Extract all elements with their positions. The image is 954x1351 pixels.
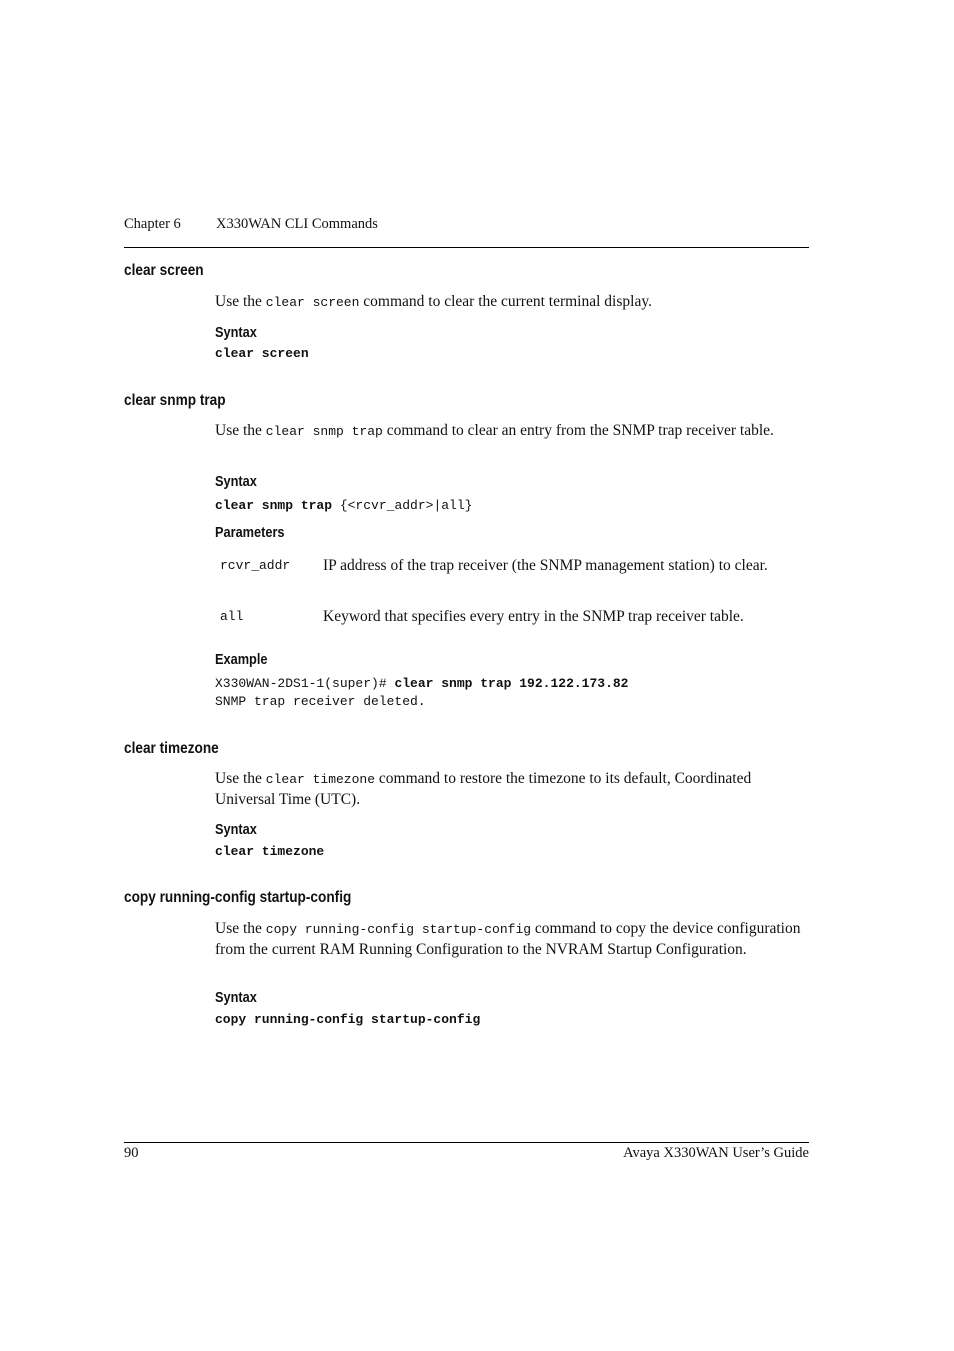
syntax-label: Syntax [215, 990, 257, 1006]
example-prompt: X330WAN-2DS1-1(super)# [215, 676, 395, 691]
section-title-clear-screen: clear screen [124, 262, 204, 279]
desc-text: Use the [215, 920, 266, 937]
desc-text: command to clear the current terminal display. [359, 293, 652, 310]
section-title-copy-running-config: copy running-config startup-config [124, 889, 352, 906]
description-clear-snmp-trap [215, 421, 810, 442]
syntax-command: clear snmp trap [215, 498, 333, 513]
syntax-clear-timezone: clear timezone [215, 844, 325, 859]
parameter-description: IP address of the trap receiver (the SNMP management station) to clear. [323, 557, 768, 574]
desc-text: Use the [215, 770, 266, 787]
syntax-arguments: {<rcvr_addr>|all} [332, 498, 473, 513]
parameters-label: Parameters [215, 525, 285, 541]
parameter-name: all [220, 609, 244, 624]
header-chapter: Chapter 6 [124, 216, 181, 232]
syntax-label: Syntax [215, 325, 257, 341]
syntax-copy-running-config: copy running-config startup-config [215, 1012, 481, 1027]
syntax-clear-snmp-trap [215, 496, 472, 514]
parameter-description: Keyword that specifies every entry in the SNMP trap receiver table. [323, 608, 744, 625]
description-copy-running-config [215, 919, 810, 959]
desc-text: command to restore the timezone to its default, Coordinated Universal Time (UTC). [215, 770, 752, 808]
parameter-name: rcvr_addr [220, 558, 291, 573]
description-clear-timezone [215, 769, 775, 809]
syntax-label: Syntax [215, 474, 257, 490]
page-number: 90 [124, 1145, 139, 1161]
desc-text: Use the [215, 293, 266, 310]
desc-text: command to copy the device configuration from the current RAM Running Configuration to the NVRAM Startup Configuration. [215, 920, 801, 958]
syntax-label: Syntax [215, 822, 257, 838]
description-clear-screen [215, 292, 810, 313]
desc-command: clear snmp trap [265, 424, 383, 439]
syntax-clear-screen: clear screen [215, 346, 309, 361]
footer-guide-title: Avaya X330WAN User’s Guide [623, 1145, 809, 1161]
desc-command: clear timezone [265, 772, 376, 787]
example-output: SNMP trap receiver deleted. [215, 694, 426, 709]
desc-text: Use the [215, 422, 266, 439]
section-title-clear-snmp-trap: clear snmp trap [124, 392, 226, 409]
footer-rule [124, 1142, 809, 1143]
example-label: Example [215, 652, 268, 668]
desc-command: copy running-config startup-config [265, 922, 532, 937]
desc-text: command to clear an entry from the SNMP trap receiver table. [382, 422, 774, 439]
header-rule [124, 247, 809, 248]
header-title: X330WAN CLI Commands [216, 216, 378, 232]
section-title-clear-timezone: clear timezone [124, 740, 219, 757]
example-command: clear snmp trap 192.122.173.82 [394, 676, 629, 691]
example-command-line [215, 674, 628, 692]
desc-command: clear screen [265, 295, 360, 310]
